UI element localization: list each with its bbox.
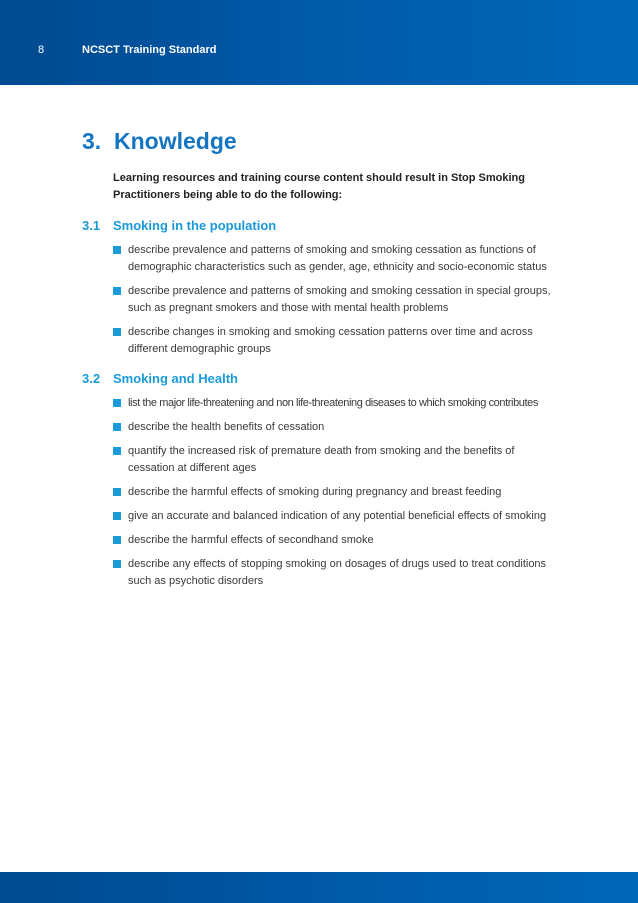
bullet-square-icon [113, 399, 121, 407]
list-item-text: describe changes in smoking and smoking cessation patterns over time and across different demographic groups [128, 326, 533, 355]
bullet-square-icon [113, 423, 121, 431]
list-item [113, 242, 561, 276]
chapter-title [82, 128, 237, 155]
list-item-text: give an accurate and balanced indication of any potential beneficial effects of smoking [128, 510, 547, 522]
chapter-number: 3. [82, 128, 102, 154]
list-item-text: describe prevalence and patterns of smoking and smoking cessation in special groups, such as pregnant smokers and those with mental health problems [128, 285, 551, 314]
list-item [113, 324, 561, 358]
bullet-square-icon [113, 287, 121, 295]
footer-band [0, 872, 638, 903]
list-item [113, 532, 561, 549]
bullet-square-icon [113, 447, 121, 455]
bullet-square-icon [113, 246, 121, 254]
chapter-title-text: Knowledge [114, 128, 237, 154]
list-item-text: describe the harmful effects of smoking during pregnancy and breast feeding [128, 486, 502, 498]
section-number: 3.2 [82, 371, 101, 386]
list-item [113, 395, 561, 412]
list-item [113, 508, 561, 525]
bullet-square-icon [113, 512, 121, 520]
bullet-square-icon [113, 560, 121, 568]
list-item-text: describe the health benefits of cessation [128, 421, 325, 433]
list-item [113, 419, 561, 436]
list-item-text: list the major life-threatening and non life-threatening diseases to which smoking contributes [128, 397, 538, 409]
list-item [113, 556, 561, 590]
intro-paragraph: Learning resources and training course content should result in Stop Smoking Practitioners being able to do the following: [113, 172, 525, 201]
bullet-list-health [113, 395, 561, 597]
section-heading-3-1 [82, 218, 276, 233]
section-title: Smoking in the population [113, 218, 277, 233]
list-item-text: quantify the increased risk of premature death from smoking and the benefits of cessation at different ages [128, 445, 515, 474]
section-heading-3-2 [82, 371, 238, 386]
header-band [0, 0, 638, 85]
list-item-text: describe any effects of stopping smoking on dosages of drugs used to treat conditions such as psychotic disorders [128, 558, 547, 587]
list-item [113, 484, 561, 501]
running-title: NCSCT Training Standard [82, 44, 217, 56]
list-item [113, 443, 561, 477]
list-item-text: describe prevalence and patterns of smoking and smoking cessation as functions of demographic characteristics such as gender, age, ethnicity and socio-economic status [128, 244, 547, 273]
list-item [113, 283, 561, 317]
bullet-square-icon [113, 488, 121, 496]
list-item-text: describe the harmful effects of secondhand smoke [128, 534, 374, 546]
bullet-list-population [113, 242, 561, 365]
section-title: Smoking and Health [113, 371, 238, 386]
page-number: 8 [38, 44, 45, 56]
bullet-square-icon [113, 328, 121, 336]
section-number: 3.1 [82, 218, 101, 233]
bullet-square-icon [113, 536, 121, 544]
